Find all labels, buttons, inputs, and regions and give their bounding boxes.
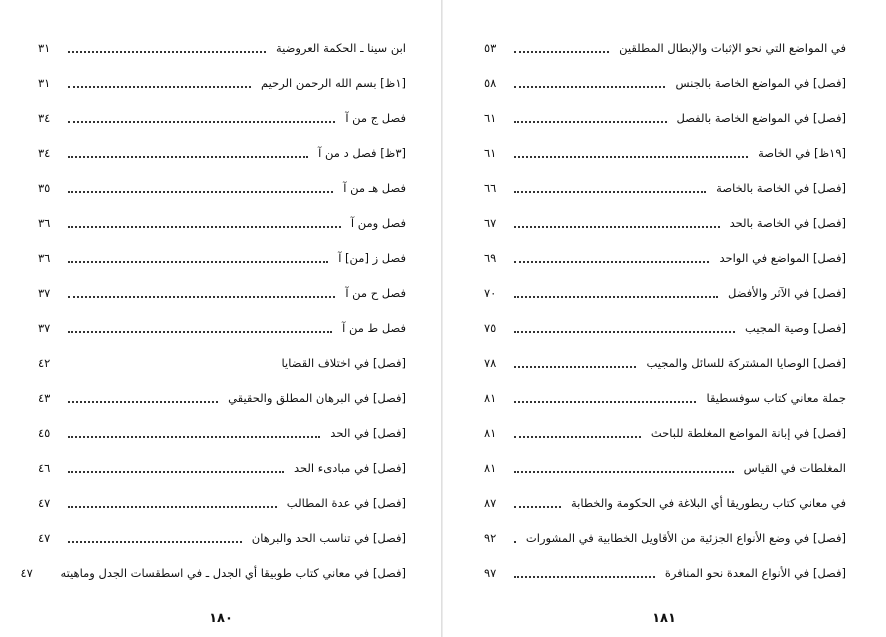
entry-page: ٣٤ (38, 145, 51, 160)
dot-leader (68, 470, 284, 473)
left-toc (20, 30, 406, 590)
entry-title: في المواضع التي نحو الإثبات والإبطال المطلقين (619, 40, 846, 55)
dot-leader (514, 225, 720, 228)
dot-leader (68, 365, 272, 368)
entry-title: [فصل] في تناسب الحد والبرهان (251, 530, 406, 545)
dot-leader (68, 330, 332, 333)
toc-entry (38, 520, 406, 555)
entry-title: [فصل] في إبانة المواضع المغلطة للباحث (650, 425, 846, 440)
dot-leader (514, 365, 636, 368)
entry-title: [فصل] المواضع في الواحد (719, 250, 846, 265)
dot-leader (514, 435, 641, 438)
entry-title: [٣ظ] فصل د من آ (318, 145, 406, 160)
toc-entry (38, 135, 406, 170)
toc-entry (38, 345, 406, 380)
toc-entry (38, 485, 406, 520)
toc-entry (484, 275, 846, 310)
entry-page: ٦٦ (484, 180, 497, 195)
dot-leader (514, 470, 734, 473)
page-number: ١٨٠ (209, 611, 233, 626)
entry-page: ٦١ (484, 145, 497, 160)
entry-page: ٦٧ (484, 215, 497, 230)
toc-entry (20, 555, 406, 590)
toc-entry (484, 170, 846, 205)
entry-title: في معاني كتاب ريطوريقا أي البلاغة في الحكومة والخطابة (570, 495, 846, 510)
left-page (0, 0, 442, 637)
dot-leader (514, 400, 696, 403)
entry-title: [فصل] في البرهان المطلق والحقيقي (228, 390, 406, 405)
entry-page: ٥٣ (484, 40, 497, 55)
toc-entry (38, 65, 406, 100)
dot-leader (68, 435, 320, 438)
toc-entry (38, 415, 406, 450)
entry-title: فصل ز [من] آ (338, 250, 406, 265)
entry-page: ٦٩ (484, 250, 497, 265)
toc-entry (38, 170, 406, 205)
entry-title: [فصل] وصية المجيب (745, 320, 846, 335)
entry-page: ٦١ (484, 110, 497, 125)
toc-entry (38, 450, 406, 485)
entry-title: [فصل] في الأنواع المعدة نحو المنافرة (664, 565, 846, 580)
dot-leader (68, 540, 242, 543)
entry-page: ٣٦ (38, 215, 51, 230)
entry-page: ٩٧ (484, 565, 497, 580)
entry-page: ٥٨ (484, 75, 497, 90)
entry-page: ٣٦ (38, 250, 51, 265)
entry-page: ٤٢ (38, 355, 51, 370)
book-gutter (441, 0, 443, 637)
dot-leader (514, 295, 718, 298)
dot-leader (68, 225, 341, 228)
dot-leader (68, 260, 328, 263)
entry-page: ٨١ (484, 425, 497, 440)
entry-title: [١ظ] بسم الله الرحمن الرحيم (260, 75, 406, 90)
dot-leader (514, 330, 735, 333)
entry-page: ٤٣ (38, 390, 51, 405)
toc-entry (38, 240, 406, 275)
entry-page: ٣١ (38, 40, 51, 55)
entry-title: [فصل] في اختلاف القضايا (281, 355, 406, 370)
dot-leader (514, 85, 665, 88)
entry-page: ٣١ (38, 75, 51, 90)
toc-entry (38, 310, 406, 345)
dot-leader (68, 505, 277, 508)
toc-entry (38, 30, 406, 65)
dot-leader (68, 295, 335, 298)
toc-entry (38, 100, 406, 135)
entry-page: ٤٧ (38, 495, 51, 510)
toc-entry (484, 30, 846, 65)
right-toc (484, 30, 846, 590)
entry-title: [فصل] في معاني كتاب طوبيقا أي الجدل ـ في اسطقسات الجدل وماهيته (60, 565, 406, 580)
toc-entry (484, 65, 846, 100)
entry-title: ابن سينا ـ الحكمة العروضية (275, 40, 406, 55)
toc-entry (484, 310, 846, 345)
dot-leader (68, 400, 218, 403)
entry-title: [فصل] في الخاصة بالخاصة (716, 180, 846, 195)
toc-entry (484, 485, 846, 520)
entry-page: ٨٧ (484, 495, 497, 510)
entry-title: جملة معاني كتاب سوفسطيقا (706, 390, 846, 405)
dot-leader (514, 50, 609, 53)
dot-leader (514, 260, 709, 263)
toc-entry (484, 415, 846, 450)
entry-title: [فصل] في الخاصة بالحد (729, 215, 846, 230)
page-number: ١٨١ (652, 611, 676, 626)
toc-entry (484, 345, 846, 380)
dot-leader (68, 85, 251, 88)
entry-title: [فصل] في مبادىء الحد (293, 460, 406, 475)
toc-entry (38, 275, 406, 310)
dot-leader (514, 190, 706, 193)
entry-page: ٤٦ (38, 460, 51, 475)
entry-page: ٣٥ (38, 180, 51, 195)
dot-leader (68, 120, 335, 123)
dot-leader (514, 540, 516, 543)
entry-page: ٤٥ (38, 425, 51, 440)
entry-title: فصل ط من آ (342, 320, 406, 335)
toc-entry (484, 520, 846, 555)
toc-entry (38, 205, 406, 240)
right-page (444, 0, 886, 637)
entry-page: ٨١ (484, 390, 497, 405)
entry-title: [فصل] في عدة المطالب (286, 495, 406, 510)
entry-title: [فصل] في المواضع الخاصة بالفصل (676, 110, 846, 125)
entry-title: [فصل] الوصايا المشتركة للسائل والمجيب (646, 355, 846, 370)
entry-title: [فصل] في الآثر والأفضل (728, 285, 846, 300)
toc-entry (484, 240, 846, 275)
entry-title: [١٩ظ] في الخاصة (758, 145, 846, 160)
entry-title: المغلطات في القياس (743, 460, 846, 475)
entry-page: ٤٧ (38, 530, 51, 545)
toc-entry (484, 555, 846, 590)
entry-page: ٣٧ (38, 320, 51, 335)
toc-entry (484, 100, 846, 135)
entry-title: فصل ج من آ (345, 110, 406, 125)
toc-entry (484, 380, 846, 415)
entry-title: [فصل] في المواضع الخاصة بالجنس (675, 75, 846, 90)
dot-leader (514, 120, 667, 123)
entry-page: ٨١ (484, 460, 497, 475)
dot-leader (514, 505, 561, 508)
entry-title: فصل ومن آ (350, 215, 406, 230)
toc-entry (484, 450, 846, 485)
entry-page: ٧٨ (484, 355, 497, 370)
dot-leader (68, 190, 333, 193)
entry-title: فصل ح من آ (345, 285, 406, 300)
entry-page: ٧٠ (484, 285, 497, 300)
dot-leader (514, 575, 655, 578)
entry-title: [فصل] في الحد (330, 425, 406, 440)
toc-entry (484, 135, 846, 170)
dot-leader (514, 155, 748, 158)
entry-title: فصل هـ من آ (343, 180, 406, 195)
entry-page: ٤٧ (20, 565, 33, 580)
entry-page: ٣٧ (38, 285, 51, 300)
dot-leader (68, 155, 308, 158)
entry-title: [فصل] في وضع الأنواع الجزئية من الأقاويل الخطابية في المشورات (525, 530, 846, 545)
entry-page: ٣٤ (38, 110, 51, 125)
entry-page: ٧٥ (484, 320, 497, 335)
toc-entry (38, 380, 406, 415)
entry-page: ٩٢ (484, 530, 497, 545)
toc-entry (484, 205, 846, 240)
dot-leader (68, 50, 266, 53)
